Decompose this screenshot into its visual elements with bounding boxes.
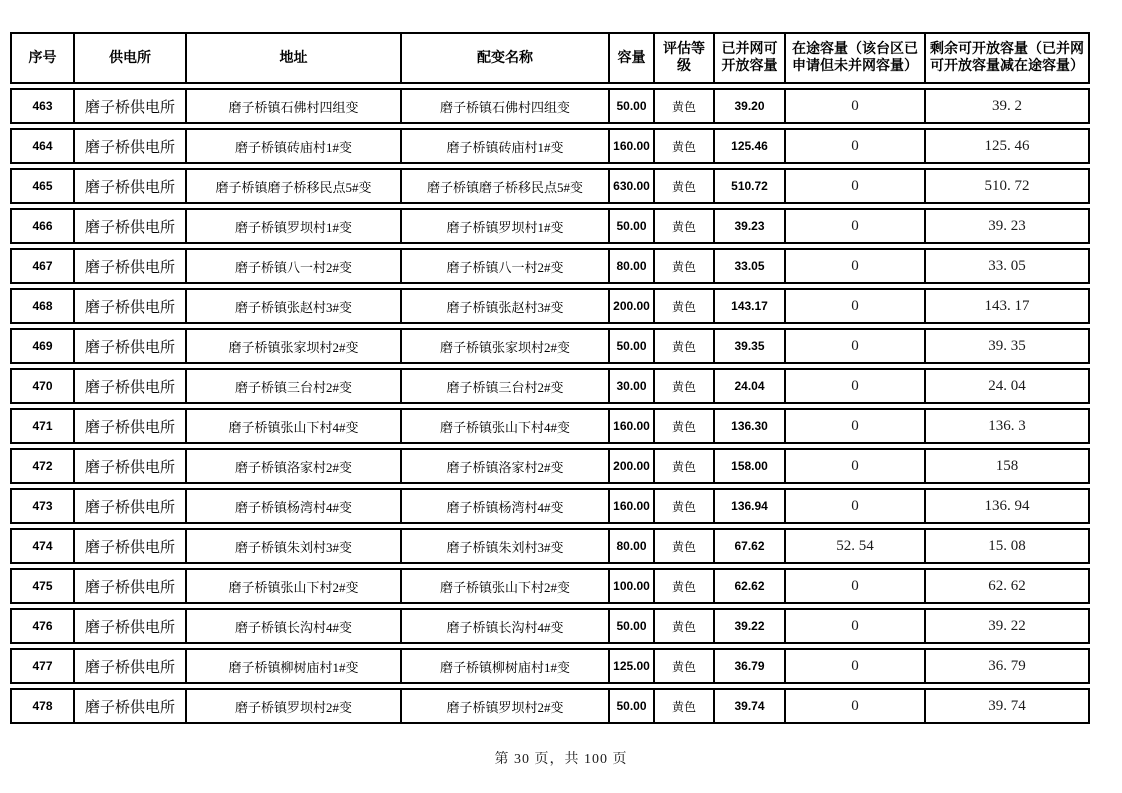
cell-transit: 0 xyxy=(784,288,924,324)
cell-transit: 0 xyxy=(784,248,924,284)
cell-capacity: 50.00 xyxy=(608,608,653,644)
table-row xyxy=(10,88,1090,124)
cell-grid: 158.00 xyxy=(713,448,784,484)
col-header-station: 供电所 xyxy=(73,32,185,84)
cell-transit: 0 xyxy=(784,448,924,484)
cell-address: 磨子桥镇张赵村3#变 xyxy=(185,288,400,324)
col-header-name: 配变名称 xyxy=(400,32,608,84)
cell-seq: 476 xyxy=(10,608,73,644)
cell-transit: 0 xyxy=(784,568,924,604)
cell-station: 磨子桥供电所 xyxy=(73,368,185,404)
cell-name: 磨子桥镇柳树庙村1#变 xyxy=(400,648,608,684)
cell-station: 磨子桥供电所 xyxy=(73,688,185,724)
col-header-address: 地址 xyxy=(185,32,400,84)
col-header-remaining: 剩余可开放容量（已并网可开放容量减在途容量） xyxy=(924,32,1090,84)
cell-remaining: 136. 94 xyxy=(924,488,1090,524)
cell-address: 磨子桥镇杨湾村4#变 xyxy=(185,488,400,524)
cell-name: 磨子桥镇长沟村4#变 xyxy=(400,608,608,644)
cell-station: 磨子桥供电所 xyxy=(73,608,185,644)
cell-seq: 478 xyxy=(10,688,73,724)
cell-grid: 24.04 xyxy=(713,368,784,404)
cell-seq: 468 xyxy=(10,288,73,324)
cell-grade: 黄色 xyxy=(653,128,713,164)
page-number: 第 30 页，共 100 页 xyxy=(494,752,628,767)
table-row xyxy=(10,208,1090,244)
cell-grid: 67.62 xyxy=(713,528,784,564)
cell-grid: 62.62 xyxy=(713,568,784,604)
table-row xyxy=(10,328,1090,364)
capacity-table xyxy=(10,28,1090,728)
cell-remaining: 39. 22 xyxy=(924,608,1090,644)
cell-grid: 136.94 xyxy=(713,488,784,524)
cell-capacity: 80.00 xyxy=(608,248,653,284)
cell-address: 磨子桥镇八一村2#变 xyxy=(185,248,400,284)
table-row xyxy=(10,288,1090,324)
cell-station: 磨子桥供电所 xyxy=(73,528,185,564)
cell-address: 磨子桥镇朱刘村3#变 xyxy=(185,528,400,564)
cell-remaining: 39. 2 xyxy=(924,88,1090,124)
cell-grid: 125.46 xyxy=(713,128,784,164)
cell-station: 磨子桥供电所 xyxy=(73,288,185,324)
cell-capacity: 50.00 xyxy=(608,688,653,724)
cell-remaining: 136. 3 xyxy=(924,408,1090,444)
cell-transit: 0 xyxy=(784,488,924,524)
cell-name: 磨子桥镇张山下村4#变 xyxy=(400,408,608,444)
cell-station: 磨子桥供电所 xyxy=(73,248,185,284)
table-row xyxy=(10,568,1090,604)
cell-name: 磨子桥镇张山下村2#变 xyxy=(400,568,608,604)
col-header-capacity: 容量 xyxy=(608,32,653,84)
cell-address: 磨子桥镇罗坝村2#变 xyxy=(185,688,400,724)
cell-name: 磨子桥镇罗坝村2#变 xyxy=(400,688,608,724)
cell-station: 磨子桥供电所 xyxy=(73,128,185,164)
cell-seq: 467 xyxy=(10,248,73,284)
cell-grid: 39.23 xyxy=(713,208,784,244)
cell-capacity: 100.00 xyxy=(608,568,653,604)
cell-address: 磨子桥镇洛家村2#变 xyxy=(185,448,400,484)
cell-station: 磨子桥供电所 xyxy=(73,168,185,204)
cell-grade: 黄色 xyxy=(653,368,713,404)
cell-name: 磨子桥镇八一村2#变 xyxy=(400,248,608,284)
cell-transit: 0 xyxy=(784,208,924,244)
cell-grade: 黄色 xyxy=(653,208,713,244)
cell-remaining: 15. 08 xyxy=(924,528,1090,564)
cell-grade: 黄色 xyxy=(653,568,713,604)
cell-transit: 52. 54 xyxy=(784,528,924,564)
cell-capacity: 50.00 xyxy=(608,208,653,244)
cell-transit: 0 xyxy=(784,168,924,204)
cell-station: 磨子桥供电所 xyxy=(73,208,185,244)
cell-station: 磨子桥供电所 xyxy=(73,488,185,524)
cell-seq: 465 xyxy=(10,168,73,204)
cell-grid: 39.74 xyxy=(713,688,784,724)
cell-grid: 39.22 xyxy=(713,608,784,644)
cell-grid: 36.79 xyxy=(713,648,784,684)
cell-remaining: 39. 23 xyxy=(924,208,1090,244)
cell-remaining: 24. 04 xyxy=(924,368,1090,404)
cell-transit: 0 xyxy=(784,328,924,364)
cell-name: 磨子桥镇洛家村2#变 xyxy=(400,448,608,484)
cell-name: 磨子桥镇张家坝村2#变 xyxy=(400,328,608,364)
cell-grade: 黄色 xyxy=(653,328,713,364)
cell-name: 磨子桥镇磨子桥移民点5#变 xyxy=(400,168,608,204)
cell-grade: 黄色 xyxy=(653,288,713,324)
cell-remaining: 143. 17 xyxy=(924,288,1090,324)
cell-grid: 39.20 xyxy=(713,88,784,124)
cell-station: 磨子桥供电所 xyxy=(73,568,185,604)
cell-capacity: 200.00 xyxy=(608,288,653,324)
cell-address: 磨子桥镇张山下村2#变 xyxy=(185,568,400,604)
cell-remaining: 125. 46 xyxy=(924,128,1090,164)
cell-name: 磨子桥镇张赵村3#变 xyxy=(400,288,608,324)
cell-grade: 黄色 xyxy=(653,488,713,524)
cell-capacity: 50.00 xyxy=(608,88,653,124)
cell-capacity: 160.00 xyxy=(608,488,653,524)
cell-transit: 0 xyxy=(784,608,924,644)
cell-name: 磨子桥镇罗坝村1#变 xyxy=(400,208,608,244)
cell-remaining: 158 xyxy=(924,448,1090,484)
cell-remaining: 33. 05 xyxy=(924,248,1090,284)
cell-grade: 黄色 xyxy=(653,648,713,684)
cell-address: 磨子桥镇石佛村四组变 xyxy=(185,88,400,124)
cell-capacity: 30.00 xyxy=(608,368,653,404)
col-header-grid: 已并网可开放容量 xyxy=(713,32,784,84)
cell-transit: 0 xyxy=(784,688,924,724)
cell-name: 磨子桥镇杨湾村4#变 xyxy=(400,488,608,524)
cell-grade: 黄色 xyxy=(653,448,713,484)
cell-transit: 0 xyxy=(784,408,924,444)
cell-remaining: 39. 35 xyxy=(924,328,1090,364)
cell-grade: 黄色 xyxy=(653,88,713,124)
cell-grade: 黄色 xyxy=(653,688,713,724)
cell-grid: 39.35 xyxy=(713,328,784,364)
cell-name: 磨子桥镇石佛村四组变 xyxy=(400,88,608,124)
table-row xyxy=(10,128,1090,164)
cell-capacity: 630.00 xyxy=(608,168,653,204)
table-row xyxy=(10,608,1090,644)
col-header-transit: 在途容量（该台区已申请但未并网容量） xyxy=(784,32,924,84)
cell-grid: 143.17 xyxy=(713,288,784,324)
cell-transit: 0 xyxy=(784,368,924,404)
cell-transit: 0 xyxy=(784,648,924,684)
table-row xyxy=(10,448,1090,484)
table-row xyxy=(10,488,1090,524)
cell-seq: 470 xyxy=(10,368,73,404)
cell-grid: 136.30 xyxy=(713,408,784,444)
cell-remaining: 62. 62 xyxy=(924,568,1090,604)
cell-address: 磨子桥镇砖庙村1#变 xyxy=(185,128,400,164)
cell-station: 磨子桥供电所 xyxy=(73,448,185,484)
table-body xyxy=(10,88,1090,724)
cell-station: 磨子桥供电所 xyxy=(73,648,185,684)
table-row xyxy=(10,688,1090,724)
cell-capacity: 125.00 xyxy=(608,648,653,684)
cell-station: 磨子桥供电所 xyxy=(73,408,185,444)
cell-address: 磨子桥镇长沟村4#变 xyxy=(185,608,400,644)
cell-name: 磨子桥镇朱刘村3#变 xyxy=(400,528,608,564)
cell-address: 磨子桥镇张山下村4#变 xyxy=(185,408,400,444)
table-row xyxy=(10,528,1090,564)
cell-capacity: 200.00 xyxy=(608,448,653,484)
table-header-row xyxy=(10,32,1090,84)
cell-grade: 黄色 xyxy=(653,168,713,204)
cell-grade: 黄色 xyxy=(653,408,713,444)
cell-seq: 469 xyxy=(10,328,73,364)
cell-address: 磨子桥镇磨子桥移民点5#变 xyxy=(185,168,400,204)
cell-grade: 黄色 xyxy=(653,248,713,284)
cell-grade: 黄色 xyxy=(653,608,713,644)
table-row xyxy=(10,168,1090,204)
table-row xyxy=(10,408,1090,444)
cell-address: 磨子桥镇罗坝村1#变 xyxy=(185,208,400,244)
cell-transit: 0 xyxy=(784,128,924,164)
cell-station: 磨子桥供电所 xyxy=(73,88,185,124)
cell-seq: 464 xyxy=(10,128,73,164)
cell-address: 磨子桥镇张家坝村2#变 xyxy=(185,328,400,364)
cell-name: 磨子桥镇砖庙村1#变 xyxy=(400,128,608,164)
cell-grade: 黄色 xyxy=(653,528,713,564)
cell-seq: 474 xyxy=(10,528,73,564)
cell-station: 磨子桥供电所 xyxy=(73,328,185,364)
cell-seq: 473 xyxy=(10,488,73,524)
cell-remaining: 39. 74 xyxy=(924,688,1090,724)
cell-seq: 463 xyxy=(10,88,73,124)
cell-remaining: 510. 72 xyxy=(924,168,1090,204)
table-row xyxy=(10,248,1090,284)
cell-seq: 471 xyxy=(10,408,73,444)
cell-capacity: 50.00 xyxy=(608,328,653,364)
cell-grid: 510.72 xyxy=(713,168,784,204)
cell-seq: 475 xyxy=(10,568,73,604)
table-row xyxy=(10,368,1090,404)
col-header-grade: 评估等级 xyxy=(653,32,713,84)
table-row xyxy=(10,648,1090,684)
cell-seq: 466 xyxy=(10,208,73,244)
cell-grid: 33.05 xyxy=(713,248,784,284)
cell-seq: 472 xyxy=(10,448,73,484)
cell-remaining: 36. 79 xyxy=(924,648,1090,684)
col-header-seq: 序号 xyxy=(10,32,73,84)
cell-name: 磨子桥镇三台村2#变 xyxy=(400,368,608,404)
cell-capacity: 160.00 xyxy=(608,128,653,164)
cell-capacity: 80.00 xyxy=(608,528,653,564)
cell-address: 磨子桥镇三台村2#变 xyxy=(185,368,400,404)
cell-capacity: 160.00 xyxy=(608,408,653,444)
cell-address: 磨子桥镇柳树庙村1#变 xyxy=(185,648,400,684)
cell-transit: 0 xyxy=(784,88,924,124)
cell-seq: 477 xyxy=(10,648,73,684)
